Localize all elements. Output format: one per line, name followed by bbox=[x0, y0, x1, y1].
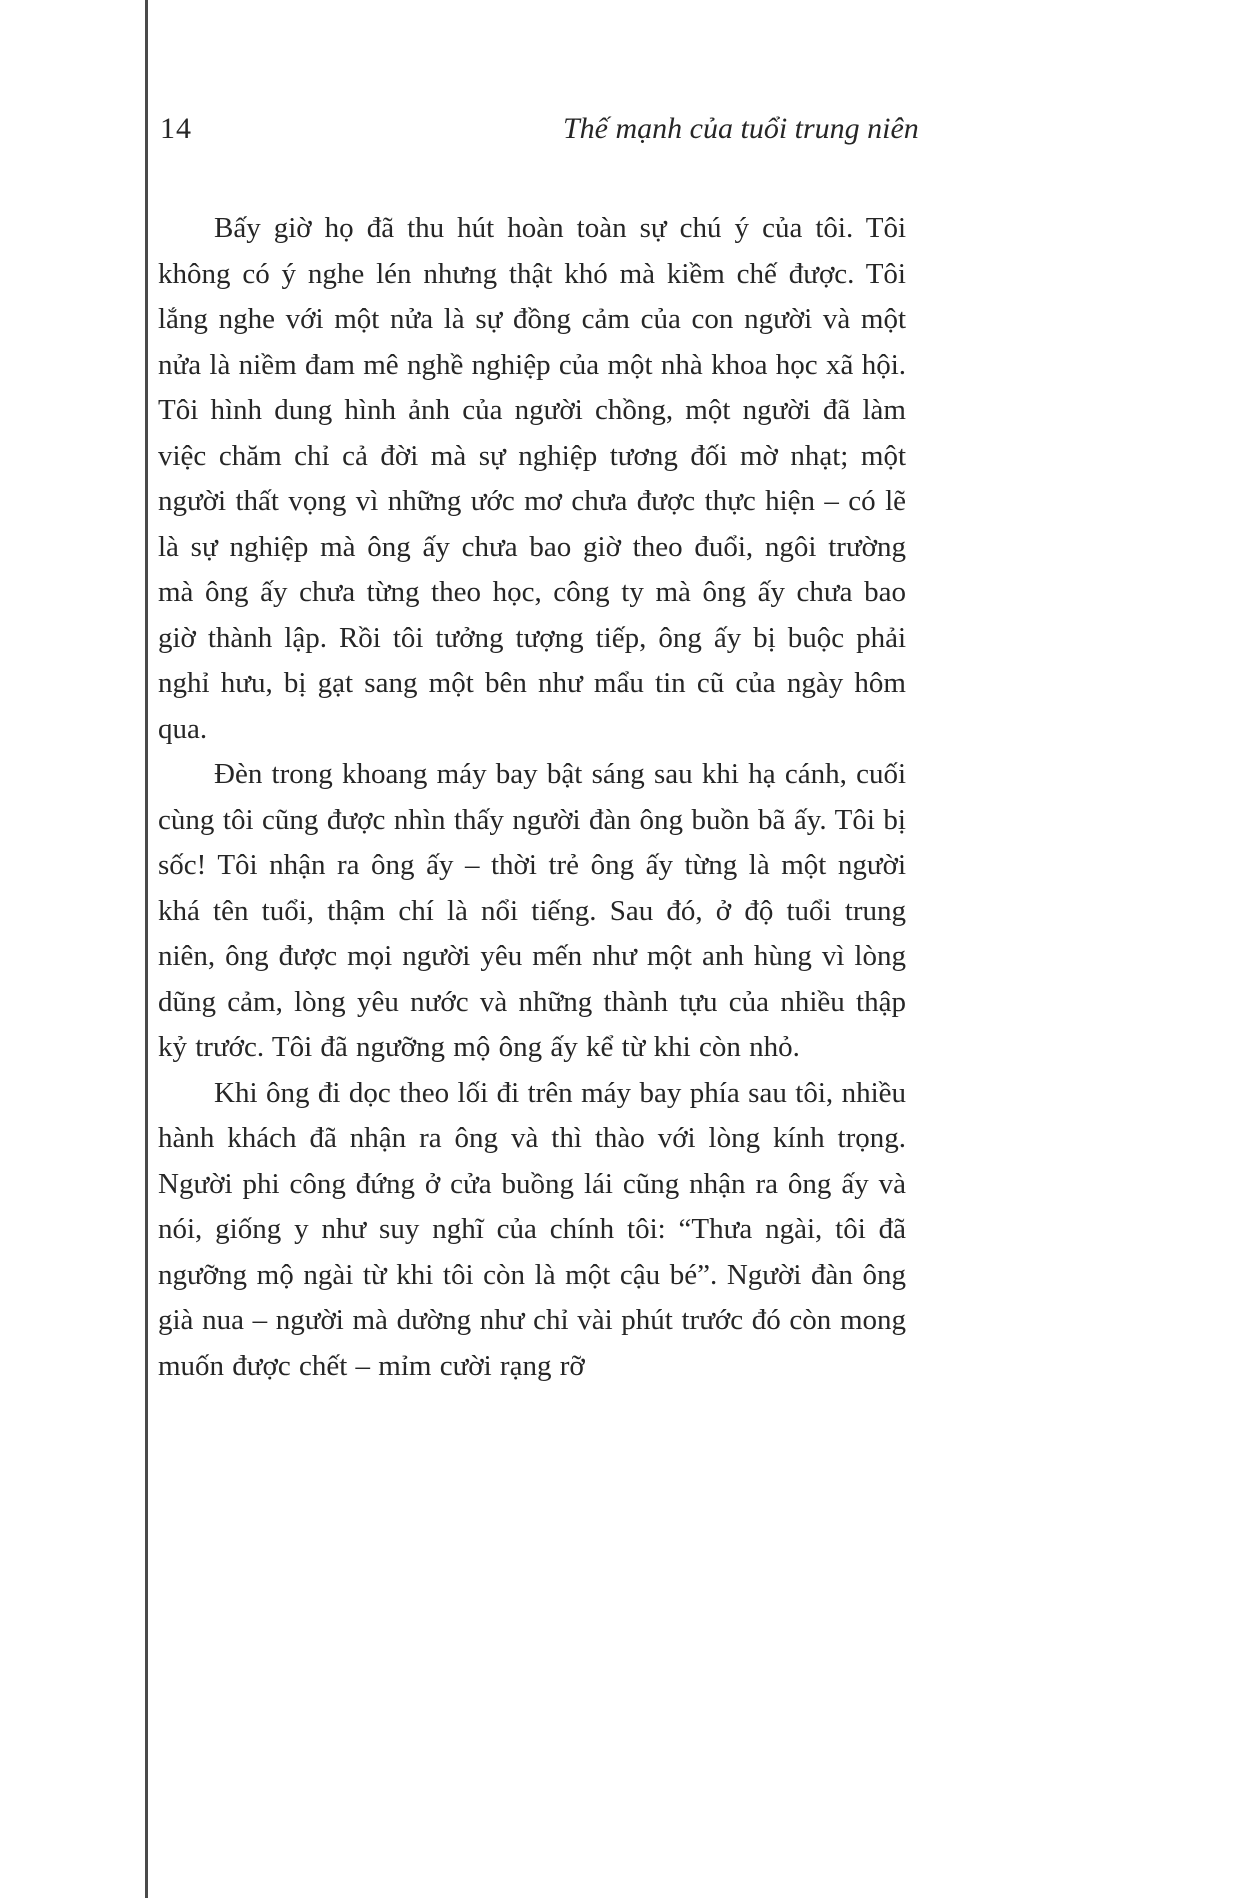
paragraph: Khi ông đi dọc theo lối đi trên máy bay phía sau tôi, nhiều hành khách đã nhận ra ông và thì thào với lòng kính trọng. Người phi công đứng ở cửa buồng lái cũng nhận ra ông ấy và nói, giống y như suy nghĩ của chính tôi: “Thưa ngài, tôi đã ngưỡng mộ ngài từ khi tôi còn là một cậu bé”. Người đàn ông già nua – người mà dường như chỉ vài phút trước đó còn mong muốn được chết – mỉm cười rạng rỡ bbox=[158, 1076, 906, 1382]
body-text bbox=[158, 206, 906, 1389]
paragraph: Đèn trong khoang máy bay bật sáng sau khi hạ cánh, cuối cùng tôi cũng được nhìn thấy người đàn ông buồn bã ấy. Tôi bị sốc! Tôi nhận ra ông ấy – thời trẻ ông ấy từng là một người khá tên tuổi, thậm chí là nổi tiếng. Sau đó, ở độ tuổi trung niên, ông được mọi người yêu mến như một anh hùng vì lòng dũng cảm, lòng yêu nước và những thành tựu của nhiều thập kỷ trước. Tôi đã ngưỡng mộ ông ấy kể từ khi còn nhỏ. bbox=[158, 758, 906, 1063]
paragraph: Bấy giờ họ đã thu hút hoàn toàn sự chú ý của tôi. Tôi không có ý nghe lén nhưng thật khó mà kiềm chế được. Tôi lắng nghe với một nửa là sự đồng cảm của con người và một nửa là niềm đam mê nghề nghiệp của một nhà khoa học xã hội. Tôi hình dung hình ảnh của người chồng, một người đã làm việc chăm chỉ cả đời mà sự nghiệp tương đối mờ nhạt; một người thất vọng vì những ước mơ chưa được thực hiện – có lẽ là sự nghiệp mà ông ấy chưa bao giờ theo đuổi, ngôi trường mà ông ấy chưa từng theo học, công ty mà ông ấy chưa bao giờ thành lập. Rồi tôi tưởng tượng tiếp, ông ấy bị buộc phải nghỉ hưu, bị gạt sang một bên như mẩu tin cũ của ngày hôm qua. bbox=[158, 212, 906, 745]
page-margin-rule bbox=[145, 0, 148, 1898]
running-header-title: Thế mạnh của tuổi trung niên bbox=[563, 112, 919, 145]
page-number: 14 bbox=[160, 112, 192, 145]
page-header bbox=[158, 112, 919, 154]
page-content bbox=[158, 112, 919, 1389]
